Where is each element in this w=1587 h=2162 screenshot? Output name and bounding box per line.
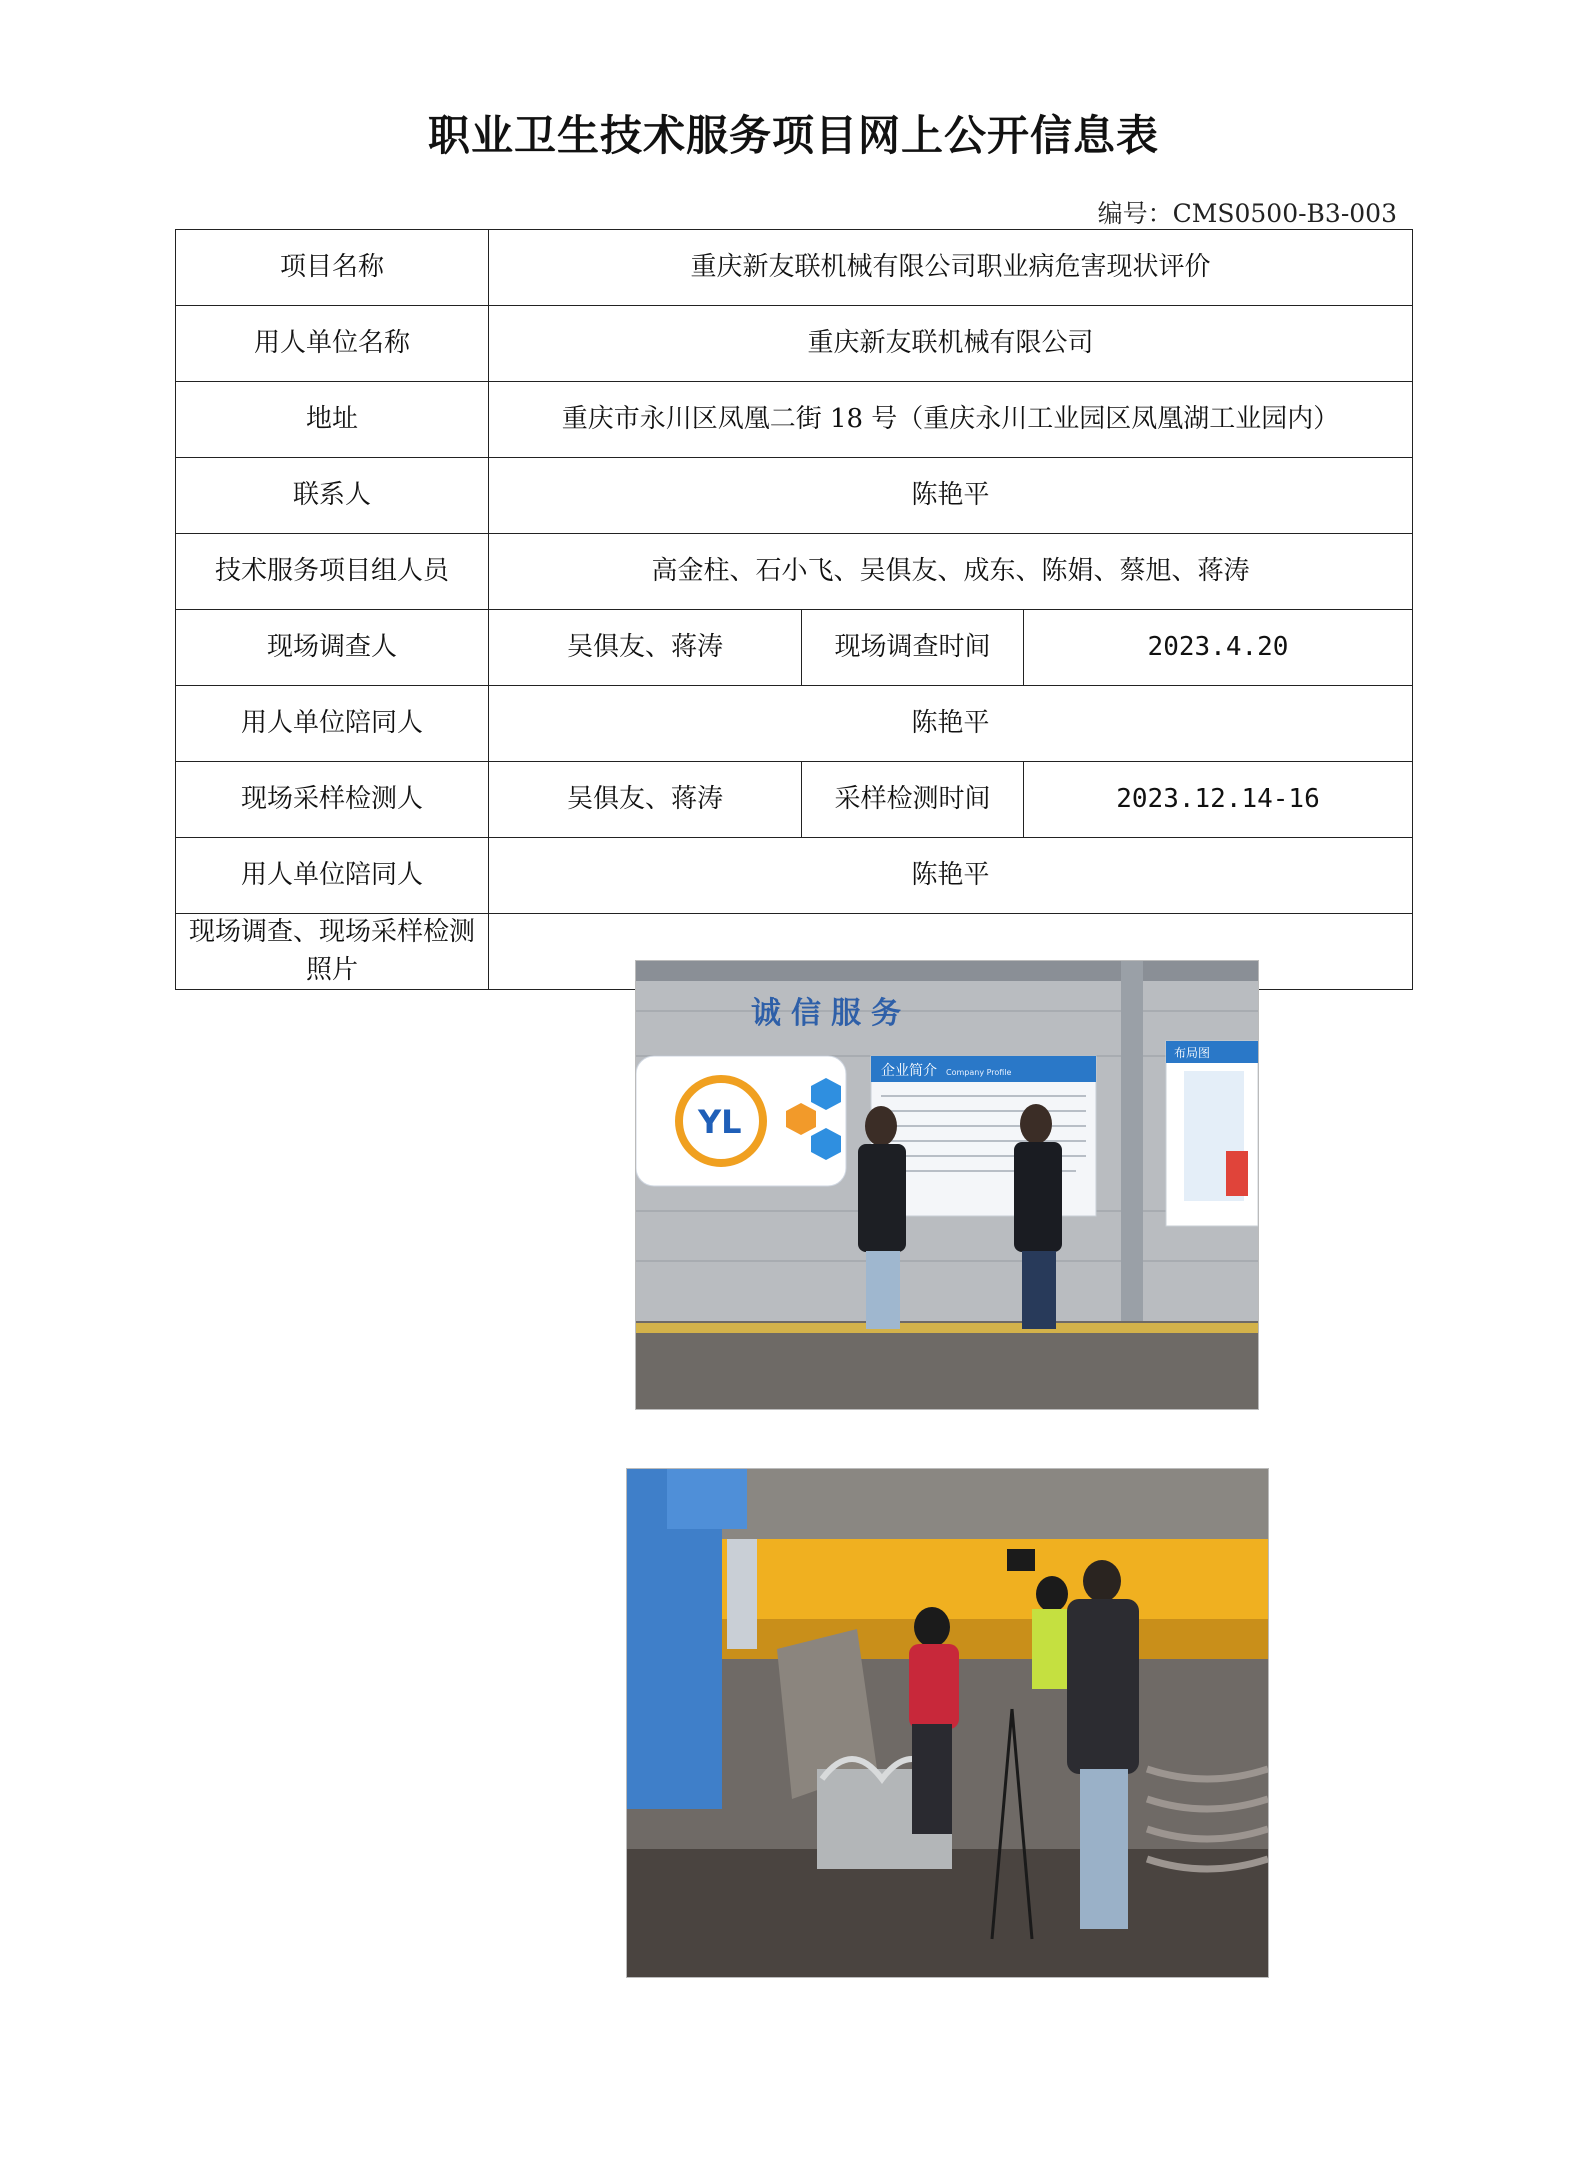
label-sampling: 现场采样检测人 — [176, 762, 489, 838]
row-employer-name — [176, 306, 1413, 382]
row-survey-escort — [176, 686, 1413, 762]
row-sampling — [176, 762, 1413, 838]
label-employer-name: 用人单位名称 — [176, 306, 489, 382]
row-survey — [176, 610, 1413, 686]
label-contact: 联系人 — [176, 458, 489, 534]
value-team: 高金柱、石小飞、吴俱友、成东、陈娟、蔡旭、蒋涛 — [489, 534, 1413, 610]
photo-panel-title: 企业简介 — [881, 1063, 937, 1079]
value-contact: 陈艳平 — [489, 458, 1413, 534]
photo-logo-text: YL — [698, 1103, 742, 1141]
site-sampling-photo — [626, 1468, 1269, 1978]
label-photos: 现场调查、现场采样检测照片 — [176, 914, 489, 990]
row-photos — [176, 914, 1413, 990]
label-sampling-escort: 用人单位陪同人 — [176, 838, 489, 914]
value-sampling: 吴俱友、蒋涛 — [489, 762, 802, 838]
document-number: 编号：CMS0500-B3-003 — [1097, 199, 1397, 228]
value-project-name: 重庆新友联机械有限公司职业病危害现状评价 — [489, 230, 1413, 306]
label-address: 地址 — [176, 382, 489, 458]
photos-cell — [489, 914, 1413, 1141]
info-table — [175, 229, 1413, 1141]
row-contact — [176, 458, 1413, 534]
document-title: 职业卫生技术服务项目网上公开信息表 — [427, 111, 1159, 160]
label-team: 技术服务项目组人员 — [176, 534, 489, 610]
site-survey-photo — [635, 960, 1259, 1410]
photo-panel-subtitle: Company Profile — [946, 1068, 1012, 1077]
value-survey-escort: 陈艳平 — [489, 686, 1413, 762]
row-sampling-escort — [176, 838, 1413, 914]
value-employer-name: 重庆新友联机械有限公司 — [489, 306, 1413, 382]
value-sampling-escort: 陈艳平 — [489, 838, 1413, 914]
value-survey: 吴俱友、蒋涛 — [489, 610, 802, 686]
value-address: 重庆市永川区凤凰二街 18 号（重庆永川工业园区凤凰湖工业园内） — [489, 382, 1413, 458]
row-project-name — [176, 230, 1413, 306]
label-survey-time: 现场调查时间 — [802, 610, 1024, 686]
value-sampling-time: 2023.12.14-16 — [1024, 762, 1413, 838]
photo-side-panel-title: 布局图 — [1174, 1046, 1211, 1060]
label-sampling-time: 采样检测时间 — [802, 762, 1024, 838]
label-survey: 现场调查人 — [176, 610, 489, 686]
photo-banner-text: 诚信服务 — [751, 996, 911, 1031]
row-team — [176, 534, 1413, 610]
value-survey-time: 2023.4.20 — [1024, 610, 1413, 686]
row-address — [176, 382, 1413, 458]
label-survey-escort: 用人单位陪同人 — [176, 686, 489, 762]
label-project-name: 项目名称 — [176, 230, 489, 306]
